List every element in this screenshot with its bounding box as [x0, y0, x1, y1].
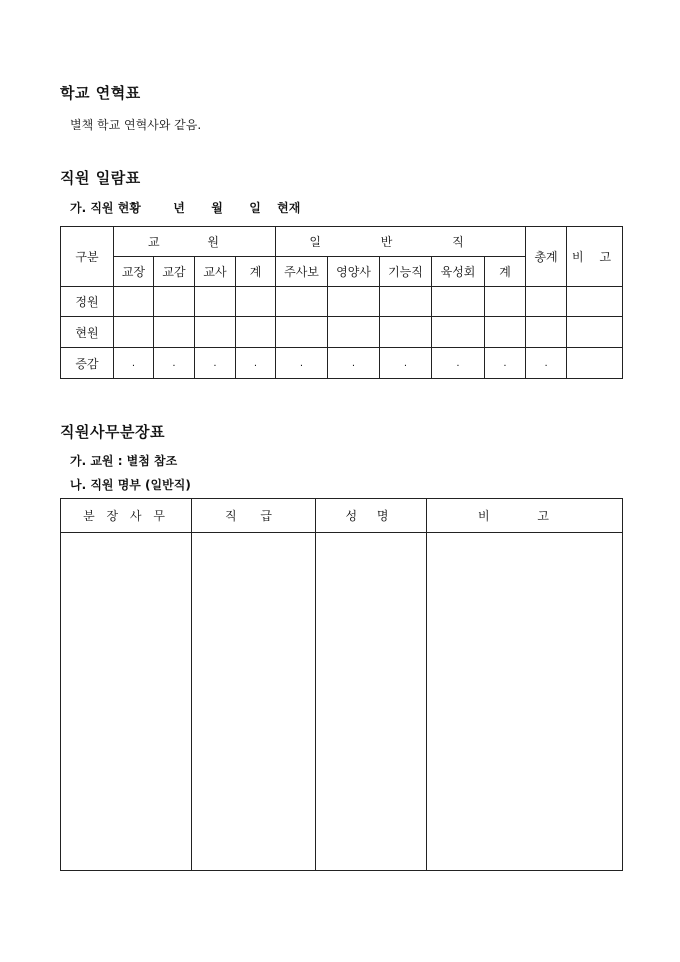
row-label-quota: 정원: [61, 287, 114, 317]
cell: [276, 317, 328, 348]
header-general-group: 일 반 직: [276, 227, 526, 257]
cell: [380, 287, 432, 317]
subtitle-month: 월: [211, 201, 223, 215]
cell: [154, 287, 195, 317]
section-title-staff-list: 직원 일람표: [60, 169, 141, 187]
cell: [567, 317, 623, 348]
cell: [380, 317, 432, 348]
header-duty: 분 장 사 무: [61, 499, 192, 533]
cell: [195, 317, 236, 348]
sub-pta: 육성회: [432, 257, 485, 287]
table-row-quota: [61, 287, 623, 317]
cell: [328, 287, 380, 317]
table-row: [61, 533, 623, 871]
staff-status-table: [60, 226, 623, 379]
section-title-school-history: 학교 연혁표: [60, 84, 141, 102]
cell: [328, 317, 380, 348]
sub-general-sum: 계: [485, 257, 526, 287]
subtitle-day: 일: [249, 201, 261, 215]
cell: [114, 287, 154, 317]
cell: [526, 287, 567, 317]
cell-dot: .: [485, 348, 526, 379]
cell: [192, 533, 316, 871]
cell-dot: .: [526, 348, 567, 379]
header-rank: 직 급: [192, 499, 316, 533]
cell: [154, 317, 195, 348]
header-teacher-group: 교 원: [114, 227, 276, 257]
table-row-current: [61, 317, 623, 348]
cell: [114, 317, 154, 348]
header-gubun: 구분: [61, 227, 114, 287]
cell: [567, 348, 623, 379]
header-roster-remark: 비 고: [427, 499, 623, 533]
cell: [567, 287, 623, 317]
cell: [526, 317, 567, 348]
section-title-duty-assignment: 직원사무분장표: [60, 423, 165, 441]
row-label-change: 증감: [61, 348, 114, 379]
subtitle-current: 현재: [277, 201, 301, 215]
cell: [427, 533, 623, 871]
table-row-change: [61, 348, 623, 379]
sub-vice-principal: 교감: [154, 257, 195, 287]
cell-dot: .: [195, 348, 236, 379]
sub-technical: 기능직: [380, 257, 432, 287]
row-label-current: 현원: [61, 317, 114, 348]
cell: [316, 533, 427, 871]
cell-dot: .: [276, 348, 328, 379]
cell-dot: .: [154, 348, 195, 379]
header-name: 성 명: [316, 499, 427, 533]
header-total: 총계: [526, 227, 567, 287]
cell: [432, 317, 485, 348]
cell: [485, 287, 526, 317]
sub-principal: 교장: [114, 257, 154, 287]
cell: [195, 287, 236, 317]
sub-teacher: 교사: [195, 257, 236, 287]
cell-dot: .: [328, 348, 380, 379]
cell: [485, 317, 526, 348]
cell-dot: .: [114, 348, 154, 379]
cell: [236, 287, 276, 317]
sub-assistant-officer: 주사보: [276, 257, 328, 287]
sub-dietitian: 영양사: [328, 257, 380, 287]
cell: [432, 287, 485, 317]
item-ga-teachers: 가. 교원 : 별첨 참조: [70, 454, 178, 468]
cell-dot: .: [380, 348, 432, 379]
cell-dot: .: [432, 348, 485, 379]
item-na-staff-roster: 나. 직원 명부 (일반직): [70, 478, 191, 492]
cell: [276, 287, 328, 317]
cell-dot: .: [236, 348, 276, 379]
school-history-text: 별책 학교 연혁사와 같음.: [70, 118, 202, 132]
header-remark: 비 고: [567, 227, 623, 287]
cell: [61, 533, 192, 871]
staff-status-subtitle: [70, 199, 300, 216]
cell: [236, 317, 276, 348]
subtitle-year: 년: [173, 201, 185, 215]
staff-roster-table: [60, 498, 623, 871]
sub-teacher-sum: 계: [236, 257, 276, 287]
staff-status-subtitle-prefix: 가. 직원 현황: [70, 201, 141, 215]
